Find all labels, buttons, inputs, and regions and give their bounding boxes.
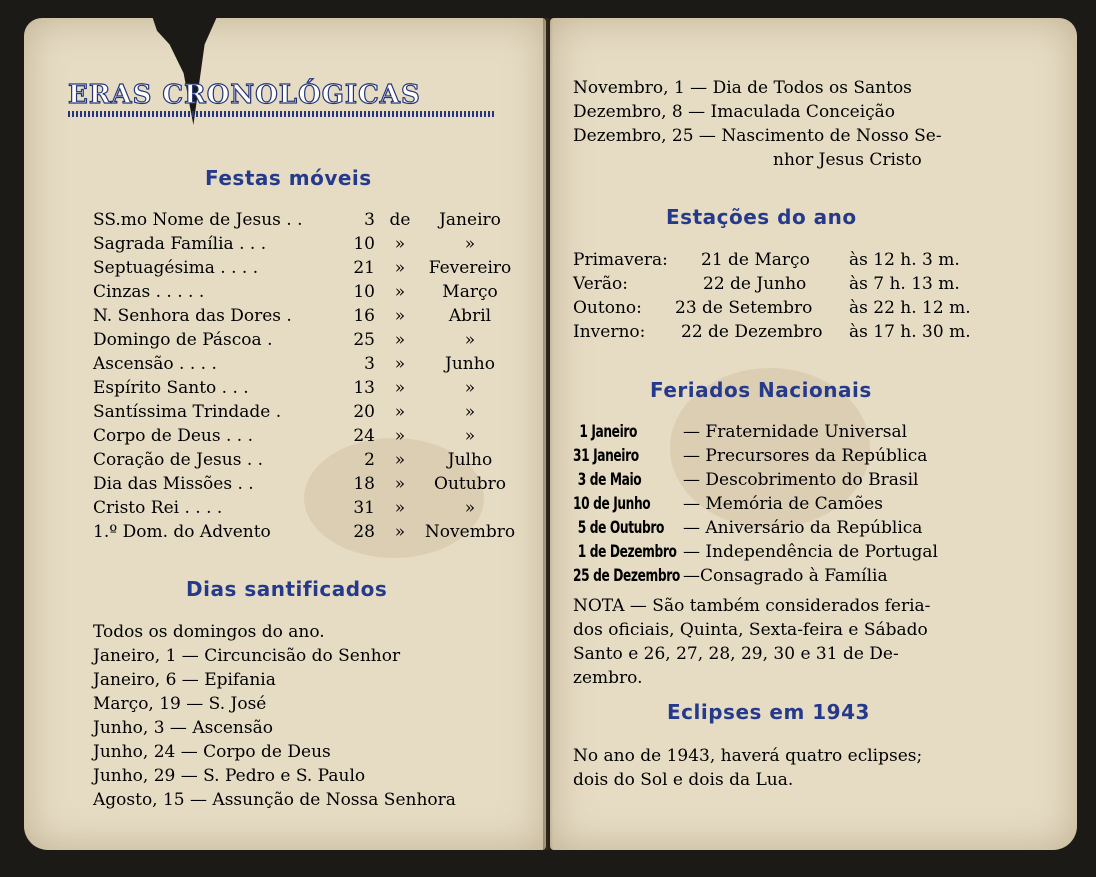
feriados-note	[573, 594, 1013, 690]
season-time: às 12 h. 3 m.	[849, 250, 960, 270]
holiday-desc: —Consagrado à Família	[683, 566, 888, 586]
holiday-desc: — Independência de Portugal	[683, 542, 938, 562]
dias-santificados-heading: Dias santificados	[186, 577, 388, 601]
feast-month: Março	[442, 282, 498, 302]
feast-month: »	[464, 234, 476, 254]
note-line: NOTA — São também considerados feria-	[573, 596, 931, 616]
season-time: às 17 h. 30 m.	[849, 322, 971, 342]
list-item: Dezembro, 25 — Nascimento de Nosso Se-	[573, 126, 942, 146]
feast-month: »	[464, 402, 476, 422]
holiday-date: 31 Janeiro	[573, 446, 639, 466]
feast-sep: »	[394, 522, 406, 542]
feast-day: 10	[353, 234, 375, 254]
feast-sep: »	[394, 402, 406, 422]
feast-sep: »	[394, 282, 406, 302]
holiday-desc: — Fraternidade Universal	[683, 422, 908, 442]
feast-sep: »	[394, 450, 406, 470]
estacoes-heading: Estações do ano	[666, 205, 857, 229]
feast-name: Sagrada Família . . .	[93, 234, 267, 254]
list-item: Dezembro, 8 — Imaculada Conceição	[573, 102, 896, 122]
list-item: Agosto, 15 — Assunção de Nossa Senhora	[93, 790, 456, 810]
feast-sep: »	[394, 306, 406, 326]
eclipse-line: No ano de 1943, haverá quatro eclipses;	[573, 746, 923, 766]
feast-name: Dia das Missões . .	[93, 474, 254, 494]
feast-sep: »	[394, 426, 406, 446]
feast-month: Outubro	[434, 474, 506, 494]
table-row	[93, 496, 533, 520]
feast-day: 10	[353, 282, 375, 302]
table-row	[93, 352, 533, 376]
holiday-date: 10 de Junho	[573, 494, 651, 514]
season-date: 22 de Dezembro	[681, 322, 823, 342]
list-item: Todos os domingos do ano.	[93, 622, 325, 642]
list-item: Junho, 29 — S. Pedro e S. Paulo	[93, 766, 366, 786]
feriados-heading: Feriados Nacionais	[650, 378, 872, 402]
feast-month: »	[464, 498, 476, 518]
note-line: dos oficiais, Quinta, Sexta-feira e Sábado	[573, 620, 928, 640]
feast-name: Santíssima Trindade .	[93, 402, 282, 422]
festas-moveis-heading: Festas móveis	[205, 166, 372, 190]
feast-day: 25	[353, 330, 375, 350]
feast-day: 13	[353, 378, 375, 398]
feast-sep: »	[394, 498, 406, 518]
table-row	[93, 208, 533, 232]
list-item: Março, 19 — S. José	[93, 694, 267, 714]
title-underline	[68, 111, 496, 117]
note-line: zembro.	[573, 668, 643, 688]
estacoes-list	[573, 248, 1013, 344]
page-title: ERAS CRONOLÓGICAS	[68, 80, 421, 110]
table-row	[573, 248, 1013, 272]
feast-month: »	[464, 426, 476, 446]
continued-holy-days	[573, 76, 1013, 172]
table-row	[93, 256, 533, 280]
feast-day: 28	[353, 522, 375, 542]
feast-sep: »	[394, 354, 406, 374]
table-row	[93, 472, 533, 496]
eclipses-heading: Eclipses em 1943	[667, 700, 870, 724]
feast-sep: »	[394, 330, 406, 350]
list-item: Junho, 3 — Ascensão	[93, 718, 273, 738]
season-name: Outono:	[573, 298, 642, 318]
feast-name: Ascensão . . . .	[93, 354, 217, 374]
feast-day: 20	[353, 402, 375, 422]
feast-name: Septuagésima . . . .	[93, 258, 259, 278]
table-row	[93, 400, 533, 424]
season-time: às 22 h. 12 m.	[849, 298, 971, 318]
feast-name: SS.mo Nome de Jesus . .	[93, 210, 303, 230]
feast-day: 16	[353, 306, 375, 326]
table-row	[93, 376, 533, 400]
feast-sep: »	[394, 378, 406, 398]
festas-moveis-list	[93, 208, 533, 544]
feast-month: Janeiro	[439, 210, 501, 230]
holiday-desc: — Memória de Camões	[683, 494, 883, 514]
table-row	[93, 328, 533, 352]
feast-day: 24	[353, 426, 375, 446]
table-row	[93, 232, 533, 256]
holiday-date: 1 de Dezembro	[577, 542, 677, 562]
feast-day: 18	[353, 474, 375, 494]
table-row	[573, 420, 1013, 444]
feast-month: Fevereiro	[428, 258, 512, 278]
feast-day: 31	[353, 498, 375, 518]
table-row	[573, 468, 1013, 492]
dias-santificados-list	[93, 620, 533, 812]
feast-name: N. Senhora das Dores .	[93, 306, 292, 326]
feast-month: »	[464, 330, 476, 350]
table-row	[573, 320, 1013, 344]
season-date: 21 de Março	[701, 250, 810, 270]
table-row	[573, 444, 1013, 468]
holiday-desc: — Precursores da República	[683, 446, 928, 466]
list-item: nhor Jesus Cristo	[773, 150, 922, 170]
season-date: 23 de Setembro	[675, 298, 813, 318]
feast-name: Corpo de Deus . . .	[93, 426, 254, 446]
table-row	[93, 448, 533, 472]
feast-month: Novembro	[424, 522, 516, 542]
feast-day: 3	[364, 210, 375, 230]
eclipses-text	[573, 744, 1013, 792]
season-date: 22 de Junho	[703, 274, 807, 294]
table-row	[573, 272, 1013, 296]
season-time: às 7 h. 13 m.	[849, 274, 960, 294]
table-row	[93, 280, 533, 304]
feast-name: Cristo Rei . . . .	[93, 498, 223, 518]
table-row	[93, 304, 533, 328]
table-row	[573, 492, 1013, 516]
table-row	[573, 516, 1013, 540]
holiday-date: 3 de Maio	[577, 470, 642, 490]
book-spine	[543, 18, 553, 850]
holiday-desc: — Descobrimento do Brasil	[683, 470, 919, 490]
feast-month: Abril	[448, 306, 492, 326]
feast-sep: »	[394, 258, 406, 278]
eclipse-line: dois do Sol e dois da Lua.	[573, 770, 794, 790]
feast-day: 3	[364, 354, 375, 374]
feast-day: 21	[353, 258, 375, 278]
feast-month: Julho	[447, 450, 493, 470]
feast-month: »	[464, 378, 476, 398]
feast-sep: »	[394, 234, 406, 254]
feast-month: Junho	[445, 354, 495, 374]
season-name: Inverno:	[573, 322, 646, 342]
holiday-date: 25 de Dezembro	[573, 566, 680, 586]
holiday-date: 5 de Outubro	[577, 518, 664, 538]
list-item: Novembro, 1 — Dia de Todos os Santos	[573, 78, 912, 98]
table-row	[573, 296, 1013, 320]
table-row	[93, 520, 533, 544]
feriados-list	[573, 420, 1013, 588]
holiday-date: 1 Janeiro	[579, 422, 638, 442]
feast-name: 1.º Dom. do Advento	[93, 522, 271, 542]
table-row	[573, 540, 1013, 564]
season-name: Primavera:	[573, 250, 668, 270]
season-name: Verão:	[573, 274, 629, 294]
table-row	[93, 424, 533, 448]
list-item: Junho, 24 — Corpo de Deus	[93, 742, 331, 762]
feast-day: 2	[364, 450, 375, 470]
list-item: Janeiro, 1 — Circuncisão do Senhor	[93, 646, 401, 666]
note-line: Santo e 26, 27, 28, 29, 30 e 31 de De-	[573, 644, 899, 664]
holiday-desc: — Aniversário da República	[683, 518, 923, 538]
table-row	[573, 564, 1013, 588]
feast-name: Domingo de Páscoa .	[93, 330, 273, 350]
feast-sep: »	[394, 474, 406, 494]
feast-name: Cinzas . . . . .	[93, 282, 205, 302]
feast-name: Espírito Santo . . .	[93, 378, 249, 398]
list-item: Janeiro, 6 — Epifania	[93, 670, 276, 690]
feast-sep: de	[389, 210, 411, 230]
feast-name: Coração de Jesus . .	[93, 450, 264, 470]
